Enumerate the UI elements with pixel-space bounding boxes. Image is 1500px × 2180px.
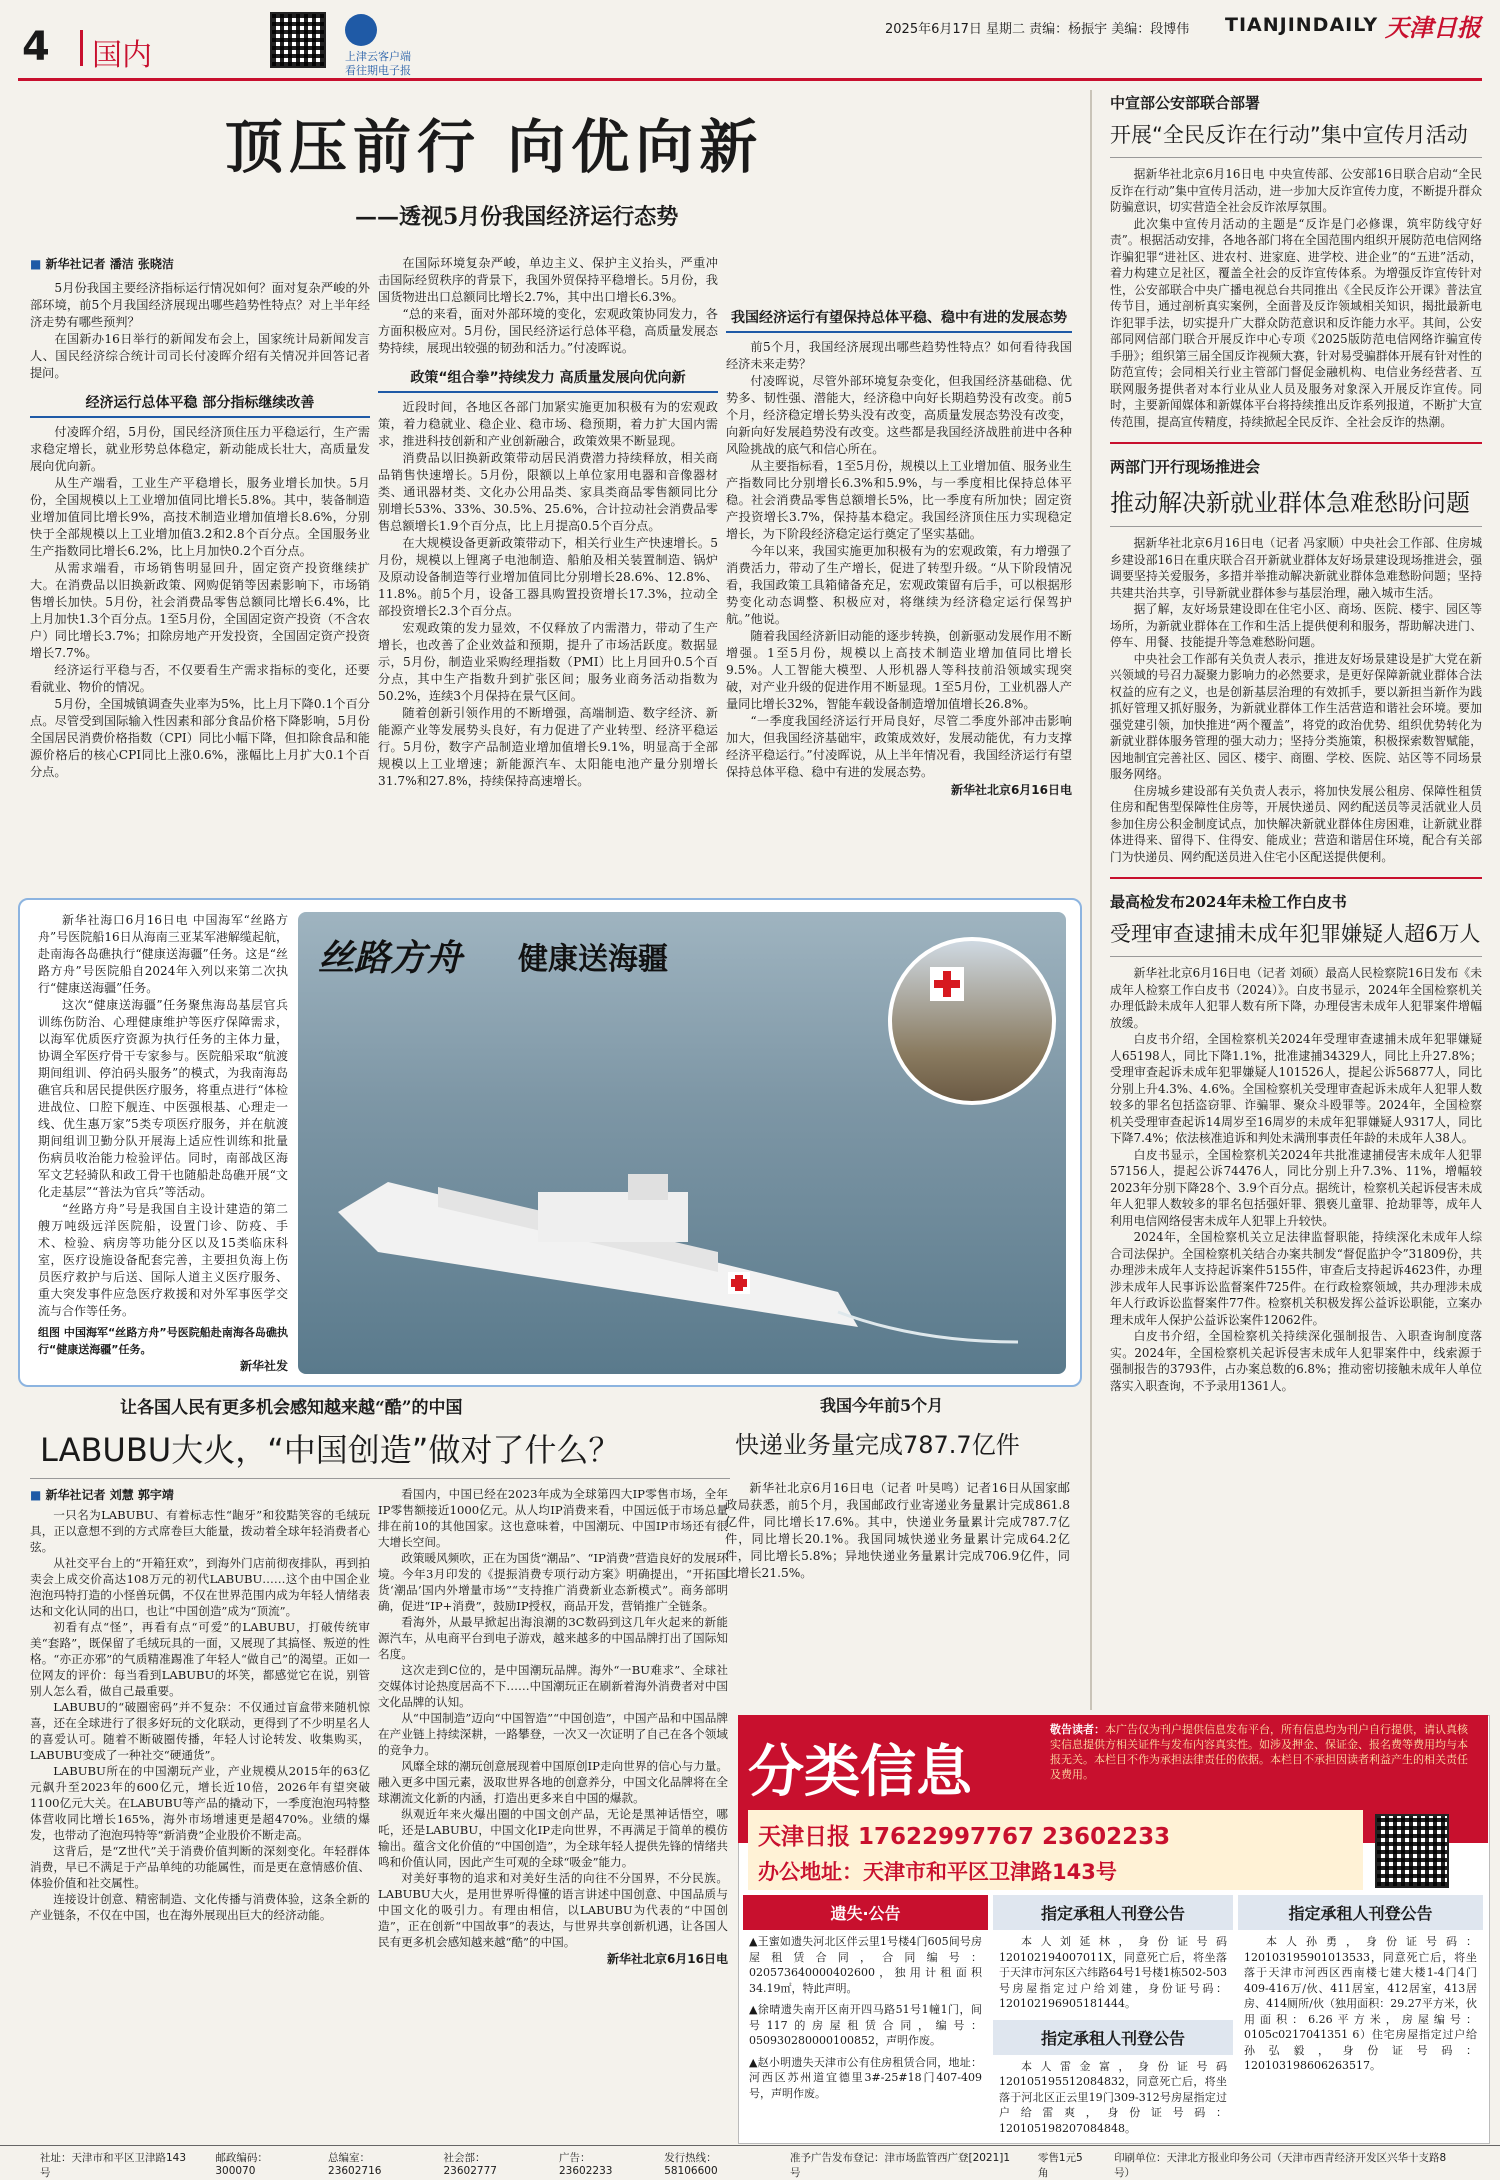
classified-phone: 天津日报 17622997767 23602233 xyxy=(758,1824,1171,1850)
paragraph: 白皮书显示，全国检察机关2024年共批准逮捕侵害未成年人犯罪57156人，提起公诉74476人，同比分别上升7.3%、11%，增幅较2023年分别下降28个、3.9个百分点。据统计，检察机关起诉侵害未成年人犯罪人数较多的罪名包括强奸罪、猥亵儿童罪、抢劫罪等，成年人利用电信网络侵害未成年人犯罪上升较快。 xyxy=(1110,1147,1482,1228)
lead-subhead-3: 我国经济运行有望保持总体平稳、稳中有进的发展态势 xyxy=(726,303,1072,333)
express-title: 快递业务量完成787.7亿件 xyxy=(735,1431,1020,1459)
lead-column-3 xyxy=(726,255,1072,798)
notice-head: 遗失·公告 xyxy=(743,1895,988,1930)
paragraph: LABUBU的“破圈密码”并不复杂：不仅通过盲盒带来随机惊喜，还在全球进行了很多好玩的文化联动，更得到了不少明星名人的喜爱认可。随着不断破圈传播，年轻人讨论转发、收集购买，LABUBU变成了一种社交“硬通货”。 xyxy=(30,1700,370,1762)
notice-head: 指定承租人刊登公告 xyxy=(993,2020,1233,2055)
notice-item: ▲徐晴遗失南开区南开四马路51号1幢1门，间号117的房屋租赁合同，编号：050930280000100852，声明作废。 xyxy=(749,2003,982,2047)
paragraph: 白皮书介绍，全国检察机关持续深化强制报告、入职查询制度落实。2024年，全国检察机关起诉侵害未成年人犯罪案件中，线索源于强制报告的3793件，占办案总数的6.8%；推动密切接触未成年人单位落实入职查询，不予录用1361人。 xyxy=(1110,1329,1482,1393)
footer-item: 印刷单位：天津北方报业印务公司（天津市西青经济开发区兴华十支路8号） xyxy=(1114,2152,1447,2179)
paragraph: 这次“健康送海疆”任务聚焦海岛基层官兵训练伤防治、心理健康维护等医疗保障需求，以海军优质医疗资源为执行任务的主体力量，协调全军医疗骨干专家参与。医院船采取“航渡期间组训、停泊码头服务”的模式，为我南海岛礁官兵和居民提供医疗服务，将重点进行“体检进战位、口腔下舰连、中医强根基、心理走一线、优生惠万家”5类专项医疗服务，并在航渡期间组训卫勤分队开展海上适应性训练和批量伤病员收治能力检验评估。同时，南部战区海军文艺轻骑队和政工骨干也随船赴岛礁开展“文化走基层”“普法为官兵”等活动。 xyxy=(38,998,288,1199)
notice-head: 指定承租人刊登公告 xyxy=(993,1895,1233,1930)
sidebar-divider xyxy=(1090,90,1092,1710)
lead-subtitle: ——透视5月份我国经济运行态势 xyxy=(355,204,679,230)
sidebar-1-kicker: 中宣部公安部联合部署 xyxy=(1110,94,1261,112)
footer-item: 零售1元5角 xyxy=(1037,2152,1083,2179)
paragraph: 付凌晖介绍，5月份，国民经济顶住压力平稳运行，生产需求稳定增长，就业形势总体稳定，新动能成长壮大，高质量发展向优向新。 xyxy=(30,425,370,473)
notice-item: ▲赵小明遗失天津市公有住房租赁合同，地址：河西区苏州道宜德里3#-25#18门407-409号，声明作废。 xyxy=(749,2055,982,2100)
app-logo-icon xyxy=(345,14,377,46)
paragraph: 消费品以旧换新政策带动居民消费潜力持续释放，相关商品销售快速增长。5月份，限额以上单位家用电器和音像器材类、通讯器材类、文化办公用品类、家具类商品零售额同比分别增长53%、33%、30.5%、25.6%，合计拉动社会消费品零售总额增长1.9个百分点，比上月提高0.5个百分点。 xyxy=(378,451,718,533)
sidebar-3-title: 受理审查逮捕未成年犯罪嫌疑人超6万人 xyxy=(1110,922,1481,946)
paragraph: 政策暖风频吹，正在为国货“潮品”、“IP消费”营造良好的发展环境。今年3月印发的《提振消费专项行动方案》明确提出，“开拓国货‘潮品’国内外增量市场”“支持推广消费新业态新模式”。商务部明确，促进“IP+消费”，鼓励IP授权，商品开发，营销推广全链条。 xyxy=(378,1551,728,1613)
notice-column-2 xyxy=(993,1895,1233,2140)
paragraph: 新华社海口6月16日电 中国海军“丝路方舟”号医院船16日从海南三亚某军港解缆起航，赴南海各岛礁执行“健康送海疆”任务。这是“丝路方舟”号医院船自2024年入列以来第二次执行“健康送海疆”任务。 xyxy=(38,913,288,995)
labubu-kicker: 让各国人民有更多机会感知越来越“酷”的中国 xyxy=(120,1398,463,1418)
lead-dateline: 新华社北京6月16日电 xyxy=(950,783,1072,797)
classified-qr-icon[interactable] xyxy=(1375,1814,1449,1888)
notice-column-1 xyxy=(743,1895,988,2105)
notice-item: ▲王蜜如遗失河北区伴云里1号楼4门605间号房屋租赁合同，合同编号：020573640000402600，独用计租面积34.19㎡，特此声明。 xyxy=(749,1935,982,1995)
photo-caption: 组图 中国海军“丝路方舟”号医院船赴南海各岛礁执行“健康送海疆”任务。 xyxy=(38,1326,288,1356)
paragraph: 从需求端看，市场销售明显回升，固定资产投资继续扩大。在消费品以旧换新政策、网购促销等因素影响下，市场销售增长加快。5月份，社会消费品零售总额同比增长6.4%，比上月加快1.3个百分点。1至5月份，全国固定资产投资（不含农户）同比增长3.7%；扣除房地产开发投资，全国固定资产投资增长7.7%。 xyxy=(30,561,370,660)
notice-item: 本人孙勇，身份证号码：120103195901013533，同意死亡后，将坐落于天津市河西区西南楼七建大楼1-4门4门409-416万/伙、411居室，412居室，413居房、414厕所/伙（独用面积：29.27平方米，伙用面积：6.26平方米，房屋编号：0105c0217041351 6）住宅房屋指定过户给孙弘毅，身份证号码：120103198606263517。 xyxy=(1244,1935,1477,2072)
express-kicker: 我国今年前5个月 xyxy=(820,1396,944,1415)
classified-notice xyxy=(1050,1722,1475,1782)
notice-item: 本人雷金富，身份证号码120105195512084832，同意死亡后，将坐落于河北区正云里19门309-312号房屋指定过户给雷爽，身份证号码：120105198207084848。 xyxy=(999,2059,1227,2135)
red-cross-icon xyxy=(930,967,964,1001)
lead-column-2 xyxy=(378,255,718,790)
labubu-dateline: 新华社北京6月16日电 xyxy=(606,1952,728,1966)
lead-column-1 xyxy=(30,255,370,781)
qr-code-icon[interactable] xyxy=(270,12,326,68)
paragraph: 5月份我国主要经济指标运行情况如何？面对复杂严峻的外部环境，前5个月我国经济展现出哪些趋势性特点？对上半年经济走势有哪些预判？ xyxy=(30,281,370,329)
paragraph: 这次走到C位的，是中国潮玩品牌。海外“一BU难求”、全球社交媒体讨论热度居高不下……中国潮玩正在刷新着海外消费者对中国文化品牌的认知。 xyxy=(378,1663,728,1709)
paragraph: 白皮书介绍，全国检察机关2024年受理审查逮捕未成年犯罪嫌疑人65198人，同比下降1.1%，批准逮捕34329人，同比上升27.8%；受理审查起诉未成年犯罪嫌疑人101526人，提起公诉56877人，同比分别上升4.3%、4.6%。全国检察机关受理审查起诉未成年人犯罪人数较多的罪名包括盗窃罪、诈骗罪、聚众斗殴罪等。2024年，全国检察机关受理审查起诉14周岁至16周岁的未成年犯罪嫌疑人9317人，同比下降7.4%；依法核准追诉和判处未满刑事责任年龄的未成年人38人。 xyxy=(1110,1032,1482,1145)
paragraph: 看国内，中国已经在2023年成为全球第四大IP零售市场，全年IP零售额接近1000亿元。从人均IP消费来看，中国远低于市场总量排在前10的其他国家。这也意味着，中国潮玩、中国IP市场还有很大增长空间。 xyxy=(378,1487,728,1549)
paragraph: 今年以来，我国实施更加积极有为的宏观政策，有力增强了消费活力，带动了生产增长，促进了转型升级。“从下阶段情况看，我国政策工具箱储备充足，宏观政策留有后手，可以根据形势变化动态调整、积极应对，将继续为经济稳定运行保驾护航。”他说。 xyxy=(726,544,1072,626)
sidebar-2-title: 推动解决新就业群体急难愁盼问题 xyxy=(1110,489,1470,517)
photo-story-text xyxy=(38,912,288,1375)
footer-item: 发行热线：58106600 xyxy=(664,2152,718,2177)
labubu-rule xyxy=(30,1478,730,1479)
labubu-title: LABUBU大火，“中国创造”做对了什么？ xyxy=(40,1431,621,1469)
paragraph: 2024年，全国检察机关立足法律监督职能，持续深化未成年人综合司法保护。全国检察机关结合办案共制发“督促监护令”31809份，共办理涉未成年人支持起诉案件5155件，审查后支持起诉4623件，办理涉未成年人民事诉讼监督案件725件。在行政检察领域，共办理涉未成年人行政诉讼监督案件77件。检察机关积极发挥公益诉讼职能，立案办理未成年人保护公益诉讼案件12062件。 xyxy=(1110,1230,1482,1327)
section-rule xyxy=(1110,442,1482,444)
paragraph: “丝路方舟”号是我国自主设计建造的第二艘万吨级远洋医院船，设置门诊、防疫、手术、检验、病房等功能分区以及15类临床科室，医疗设施设备配套完善，主要担负海上伤员医疗救护与后送、国际人道主义医疗服务、重大突发事件应急医疗救援和对外军事医学交流与合作等任务。 xyxy=(38,1202,288,1318)
labubu-column-2 xyxy=(378,1486,728,1967)
rule xyxy=(1110,956,1482,957)
paragraph: LABUBU所在的中国潮玩产业，产业规模从2015年的63亿元飙升至2023年的600亿元，增长近10倍，2026年有望突破1100亿元大关。在LABUBU等产品的撬动下，一季度泡泡玛特整体营收同比增长165%，海外市场增速更是超470%。业绩的爆发，也带动了泡泡玛特等“新消费”企业股价不断走高。 xyxy=(30,1764,370,1842)
footer-item: 广告：23602233 xyxy=(558,2152,613,2177)
classified-address: 办公地址：天津市和平区卫津路143号 xyxy=(758,1860,1117,1884)
paragraph: 中央社会工作部有关负责人表示，推进友好场景建设是扩大党在新兴领域的号召力凝聚力影响力的必然要求，是更好保障新就业群体合法权益的应有之义，也是创新基层治理的有效抓手，要以新担当新作为践抓好管理又抓好服务，为新就业群体工作生活营造和谐社会环境。要加强党建引领，加快推进“两个覆盖”，将党的政治优势、组织优势转化为新就业群体服务管理的强大动力；坚持分类施策，积极探索数智赋能，因地制宜完善社区、园区、楼宇、商圈、学校、医院、站区等不同场景服务网络。 xyxy=(1110,651,1482,781)
paragraph: 随着我国经济新旧动能的逐步转换，创新驱动发展作用不断增强。1至5月份，规模以上高技术制造业增加值同比增长9.5%。人工智能大模型、人形机器人等科技前沿领域实现突破，对产业升级的促进作用不断显现。1至5月份，工业机器人产量同比增长32%，智能车载设备制造增加值增长26.8%。 xyxy=(726,629,1072,711)
classified-title: 分类信息 xyxy=(748,1740,972,1805)
photo-banner-2: 健康送海疆 xyxy=(518,942,668,977)
sidebar-2-kicker: 两部门开行现场推进会 xyxy=(1110,458,1261,476)
qr-caption-2: 看往期电子报 xyxy=(345,64,411,77)
lead-byline: ■ 新华社记者 潘洁 张晓洁 xyxy=(30,255,370,272)
photo-banner-1: 丝路方舟 xyxy=(318,937,463,979)
section-rule xyxy=(1110,877,1482,879)
paragraph: 经济运行平稳与否，不仅要看生产需求指标的变化，还要看就业、物价的情况。 xyxy=(30,663,370,694)
photo-credit: 新华社发 xyxy=(239,1359,288,1373)
paragraph: 据了解，友好场景建设即在住宅小区、商场、医院、楼宇、园区等场所，为新就业群体在工作和生活上提供便利和服务，帮助解决进门、停车、用餐、技能提升等急难愁盼问题。 xyxy=(1110,602,1482,649)
rule xyxy=(1110,526,1482,527)
paragraph: 此次集中宣传月活动的主题是“反诈是门必修课，筑牢防线守好责”。根据活动安排，各地各部门将在全国范围内组织开展防范电信网络诈骗犯罪“进社区、进农村、进家庭、进学校、进企业”的“五进”活动，着力构建立足社区，覆盖全社会的反诈宣传体系。为增强反诈宣传针对性，公安部联合中央广播电视总台共同推出《全民反诈公开课》普法宣传节目，通过剖析真实案例，全面普及反诈领域相关知识，揭批最新电诈犯罪手法，切实提升广大群众防范意识和反诈能力水平。其间，公安部同网信部门联合开展反诈中心专项《2025版防范电信网络诈骗宣传手册》；组织第三届全国反诈视频大赛，针对易受骗群体开展有针对性的防范宣传；会同相关行业主管部门督促金融机构、电信业务经营者、互联网服务提供者对本行业从业人员及服务对象深入开展反诈宣传。同时，主要新闻媒体和新媒体平台将持续推出反诈系列报道，不断扩大宣传范围，提高宣传精度，持续掀起全民反诈、全社会反诈的热潮。 xyxy=(1110,216,1482,429)
paragraph: 对美好事物的追求和对美好生活的向往不分国界，不分民族。LABUBU大火，是用世界听得懂的语言讲述中国创意、中国品质与中国文化的吸引力。有理由相信，以LABUBU为代表的“中国创造”，正在创新“中国故事”的表达，与世界共享创新机遇，让各国人民有更多机会感知越来越“酷”的中国。 xyxy=(378,1871,728,1949)
paper-name-en: TIANJINDAILY xyxy=(1225,14,1379,36)
paragraph: 从生产端看，工业生产平稳增长，服务业增长加快。5月份，全国规模以上工业增加值同比增长5.8%。其中，装备制造业增加值同比增长9%，高技术制造业增加值增长8.6%，分别快于全部规模以上工业增加值3.2和2.8个百分点。全国服务业生产指数同比增长6.2%，比上月加快0.2个百分点。 xyxy=(30,476,370,558)
paragraph: 前5个月，我国经济展现出哪些趋势性特点？如何看待我国经济未来走势？ xyxy=(726,340,1072,371)
labubu-column-1 xyxy=(30,1486,370,1923)
express-text xyxy=(725,1480,1070,1582)
sidebar-1-title: 开展“全民反诈在行动”集中宣传月活动 xyxy=(1110,123,1468,147)
lead-subhead-1: 经济运行总体平稳 部分指标继续改善 xyxy=(30,388,370,418)
sidebar xyxy=(1110,92,1482,1394)
paragraph: 近段时间，各地区各部门加紧实施更加积极有为的宏观政策，着力稳就业、稳企业、稳市场、稳预期，着力扩大国内需求，推进科技创新和产业创新融合，政策效果不断显现。 xyxy=(378,400,718,448)
paragraph: 住房城乡建设部有关负责人表示，将加快发展公租房、保障性租赁住房和配售型保障性住房等，开展快递员、网约配送员等灵活就业人员参加住房公积金制度试点，加快解决新就业群体住房困难，让新就业群体进得来、留得下、住得安、能成业；营造和谐居住环境，配合有关部门为快递员、网约配送员进入住宅小区配送提供便利。 xyxy=(1110,783,1482,864)
lead-subhead-2: 政策“组合拳”持续发力 高质量发展向优向新 xyxy=(378,363,718,393)
date-line: 2025年6月17日 星期二 责编：杨振宇 美编：段博伟 xyxy=(885,22,1190,37)
sidebar-3-kicker: 最高检发布2024年未检工作白皮书 xyxy=(1110,893,1347,911)
notice-column-3 xyxy=(1238,1895,1483,2078)
paragraph: 一只名为LABUBU、有着标志性“龅牙”和狡黠笑容的毛绒玩具，正以意想不到的方式席卷巨大能量，拨动着全球年轻消费者心弦。 xyxy=(30,1508,370,1554)
paragraph: 从“中国制造”迈向“中国智造”“中国创造”，中国产品和中国品牌在产业链上持续深耕，一路攀登，一次又一次证明了自己在各个领域的竞争力。 xyxy=(378,1711,728,1757)
paragraph: 风靡全球的潮玩创意展现着中国原创IP走向世界的信心与力量。融入更多中国元素，汲取世界各地的创意养分，中国文化品牌将在全球潮流文化新的内涵，打造出更多来自中国的爆款。 xyxy=(378,1759,728,1805)
paragraph: “总的来看，面对外部环境的变化，宏观政策协同发力，各方面积极应对。5月份，国民经济运行总体平稳，高质量发展态势持续，展现出较强的韧劲和活力。”付凌晖说。 xyxy=(378,307,718,355)
paragraph: 在大规模设备更新政策带动下，相关行业生产快速增长。5月份，规模以上锂离子电池制造、船舶及相关装置制造、锅炉及原动设备制造等行业增加值同比分别增长28.6%、12.8%、11.8%。前5个月，设备工器具购置投资增长17.3%，拉动全部投资增长2.3个百分点。 xyxy=(378,536,718,618)
paragraph: 新华社北京6月16日电（记者 刘硕）最高人民检察院16日发布《未成年人检察工作白皮书（2024）》。白皮书显示，2024年全国检察机关办理低龄未成年人犯罪人数有所下降，办理侵害未成年人犯罪案件增幅放缓。 xyxy=(1110,966,1482,1030)
paragraph: 在国新办16日举行的新闻发布会上，国家统计局新闻发言人、国民经济综合统计司司长付凌晖介绍有关情况并回答记者提问。 xyxy=(30,332,370,380)
paragraph: 新华社北京6月16日电（记者 叶昊鸣）记者16日从国家邮政局获悉，前5个月，我国邮政行业寄递业务量累计完成861.8亿件，同比增长17.6%。其中，快递业务量累计完成787.7亿件，同比增长20.1%。我国同城快递业务量累计完成64.2亿件，同比增长5.8%；异地快递业务量累计完成706.9亿件，同比增长21.5%。 xyxy=(725,1481,1070,1580)
footer-item: 邮政编码：300070 xyxy=(215,2152,268,2177)
paragraph: 宏观政策的发力显效，不仅释放了内需潜力，带动了生产增长，也改善了企业效益和预期，提升了市场活跃度。数据显示，5月份，制造业采购经理指数（PMI）比上月回升0.5个百分点，其中生产指数升到扩张区间；服务业商务活动指数为50.2%，连续3个月保持在景气区间。 xyxy=(378,621,718,703)
notice-text: 本广告仅为刊户提供信息发布平台，所有信息均为刊户自行提供，请认真核实信息提供方相关证件与发布内容真实性。如涉及押金、保证金、报名费等费用均与本报无关。本栏目不作为承担法律责任的依据。本栏目不承担因读者利益产生的相关责任及费用。 xyxy=(1050,1723,1468,1781)
paragraph: 在国际环境复杂严峻，单边主义、保护主义抬头，严重冲击国际经贸秩序的背景下，我国外贸保持平稳增长。5月份，我国货物进出口总额同比增长2.7%，其中出口增长6.3%。 xyxy=(378,256,718,304)
paragraph: 随着创新引领作用的不断增强，高端制造、数字经济、新能源产业等发展势头良好，有力促进了产业转型、经济平稳运行。5月份，数字产品制造业增加值增长9.1%，明显高于全部规模以上工业增速；新能源汽车、太阳能电池产量分别增长31.7%和27.8%，持续保持高速增长。 xyxy=(378,706,718,788)
section-name: 国内 xyxy=(92,38,152,73)
paragraph: 5月份，全国城镇调查失业率为5%，比上月下降0.1个百分点。尽管受到国际输入性因素和部分食品价格下降影响，5月份全国居民消费价格指数（CPI）同比小幅下降，但扣除食品和能源价格后的核心CPI同比上涨0.6%，涨幅比上月扩大0.1个百分点。 xyxy=(30,697,370,779)
paragraph: 纵观近年来火爆出圈的中国文创产品，无论是黑神话悟空，哪吒，还是LABUBU，中国文化IP走向世界，不再满足于简单的模仿输出。蕴含文化价值的“中国创造”，为全球年轻人提供先锋的情绪共鸣和价值认同，因此产生可观的全球“吸金”能力。 xyxy=(378,1807,728,1869)
rule xyxy=(1110,157,1482,158)
paragraph: 这背后，是“Z世代”关于消费价值判断的深刻变化。年轻群体消费，早已不满足于产品单纯的功能属性，而是更在意情感价值、体验价值和社交属性。 xyxy=(30,1844,370,1890)
labubu-byline: ■ 新华社记者 刘慧 郭宇靖 xyxy=(30,1486,370,1503)
paper-logo: 天津日报 xyxy=(1385,13,1481,42)
header-rule xyxy=(18,78,1482,81)
footer-item: 总编室：23602716 xyxy=(328,2152,382,2177)
footer-item: 准予广告发布登记：津市场监管西广登[2021]1号 xyxy=(789,2152,1011,2179)
section-divider xyxy=(80,30,83,66)
paragraph: 从主要指标看，1至5月份，规模以上工业增加值、服务业生产指数同比分别增长6.3%和5.9%，与一季度相比保持总体平稳。社会消费品零售总额增长5%，比一季度有所加快；固定资产投资增长3.7%，保持基本稳定。我国经济顶住压力实现稳定增长，为下阶段经济稳定运行奠定了坚实基础。 xyxy=(726,459,1072,541)
footer-item: 社址：天津市和平区卫津路143号 xyxy=(40,2152,187,2179)
paragraph: 初看有点“怪”，再看有点“可爱”的LABUBU，打破传统审美“套路”，既保留了毛绒玩具的一面，又展现了其搞怪、叛逆的性格。“亦正亦邪”的气质精准踢准了年轻人“做自己”的渴望。正如一位网友的评价：每当看到LABUBU的坏笑，都感觉它在说，别管别人怎么看，做自己最重要。 xyxy=(30,1620,370,1698)
qr-caption-1: 上津云客户端 xyxy=(345,50,411,63)
paragraph: 付凌晖说，尽管外部环境复杂变化，但我国经济基础稳、优势多、韧性强、潜能大，经济稳中向好长期趋势没有改变。前5个月，经济稳定增长势头没有改变，高质量发展态势没有改变，向新向好发展趋势没有改变。这些都是我国经济战胜前进中各种风险挑战的底气和信心所在。 xyxy=(726,374,1072,456)
notice-item: 本人刘延林，身份证号码120102194007011X，同意死亡后，将坐落于天津市河东区六纬路64号1号楼1栋502-503号房屋指定过户给刘建，身份证号码：120102196905181444。 xyxy=(999,1935,1227,2010)
paragraph: 据新华社北京6月16日电 中央宣传部、公安部16日联合启动“全民反诈在行动”集中宣传月活动，进一步加大反诈宣传力度，不断提升群众防骗意识，切实营造全社会反诈浓厚氛围。 xyxy=(1110,167,1482,214)
paragraph: 据新华社北京6月16日电（记者 冯家顺）中央社会工作部、住房城乡建设部16日在重庆联合召开新就业群体友好场景建设现场推进会，强调要坚持关爱服务，多措并举推动解决新就业群体急难愁盼问题；坚持共建共治共享，引导新就业群体参与基层治理，融入城市生活。 xyxy=(1110,536,1482,600)
paragraph: “一季度我国经济运行开局良好，尽管二季度外部冲击影响加大，但我国经济基础牢，政策成效好，发展动能优，有力支撑经济平稳运行。”付凌晖说，从上半年情况看，我国经济运行有望保持总体平稳、稳中有进的发展态势。 xyxy=(726,714,1072,779)
notice-head: 指定承租人刊登公告 xyxy=(1238,1895,1483,1930)
paragraph: 从社交平台上的“开箱狂欢”，到海外门店前彻夜排队，再到拍卖会上成交价高达108万元的初代LABUBU……这个由中国企业泡泡玛特打造的小怪兽玩偶，不仅在世界范围内成为年轻人情绪表达和文化认同的出口，也让“中国创造”成为“顶流”。 xyxy=(30,1556,370,1618)
notice-label: 敬告读者： xyxy=(1050,1723,1105,1736)
lead-title: 顶压前行 向优向新 xyxy=(225,113,764,181)
paragraph: 连接设计创意、精密制造、文化传播与消费体验，这条全新的产业链条，不仅在中国，也在海外展现出巨大的经济动能。 xyxy=(30,1892,370,1922)
footer xyxy=(0,2145,1500,2179)
hospital-ship-photo xyxy=(298,912,1066,1374)
footer-item: 社会部：23602777 xyxy=(443,2152,497,2177)
page-number: 4 xyxy=(22,24,50,70)
crew-inset-photo xyxy=(888,937,1056,1105)
paragraph: 看海外，从最早掀起出海浪潮的3C数码到这几年火起来的新能源汽车，从电商平台到电子游戏，越来越多的中国品牌打出了国际知名度。 xyxy=(378,1615,728,1661)
